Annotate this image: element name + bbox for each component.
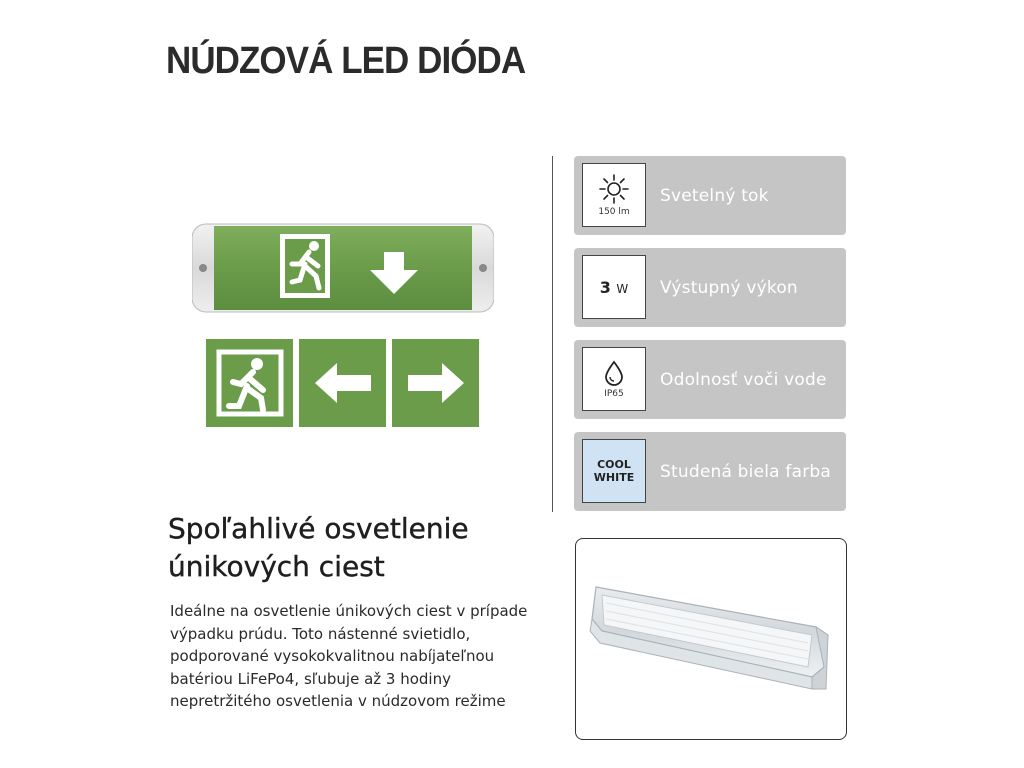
subheading-line-1: Spoľahlivé osvetlenie [168, 512, 469, 545]
running-man-sign-icon [206, 339, 293, 427]
spec-label: Svetelný tok [660, 185, 769, 206]
power-icon [582, 255, 646, 319]
cool-text: COOL [597, 458, 631, 471]
description: Ideálne na osvetlenie únikových ciest v prípade výpadku prúdu. Toto nástenné svietidlo, podporované vysokokvalitnou nabíjateľnou batériou LiFePo4, sľubuje až 3 hodiny nepretržitého osvetlenia v núdzovom režime [170, 602, 528, 710]
water-drop-icon [582, 347, 646, 411]
spec-label: Odolnosť voči vode [660, 369, 827, 390]
power-value: 3 [599, 277, 611, 297]
exit-sign-panels [206, 339, 479, 427]
subheading [168, 510, 469, 586]
power-unit: W [616, 281, 629, 296]
spec-luminous-flux [574, 156, 846, 235]
spec-list [574, 156, 846, 511]
cool-white-icon [582, 439, 646, 503]
spec-output-power [574, 248, 846, 327]
divider-line [552, 156, 553, 512]
arrow-left-sign-icon [299, 339, 386, 427]
luminous-flux-value: 150 lm [598, 206, 630, 217]
product-photo [575, 538, 847, 740]
sun-icon [582, 163, 646, 227]
emergency-light-image [576, 539, 845, 738]
ip-rating: IP65 [604, 388, 624, 399]
page-title: NÚDZOVÁ LED DIÓDA [166, 40, 526, 82]
white-text: WHITE [593, 471, 635, 484]
exit-sign-lamp-image [192, 222, 494, 314]
spec-label: Studená biela farba [660, 461, 831, 482]
spec-water-resistance [574, 340, 846, 419]
subheading-line-2: únikových ciest [168, 550, 385, 583]
spec-label: Výstupný výkon [660, 277, 798, 298]
arrow-right-sign-icon [392, 339, 479, 427]
spec-color-temperature [574, 432, 846, 511]
